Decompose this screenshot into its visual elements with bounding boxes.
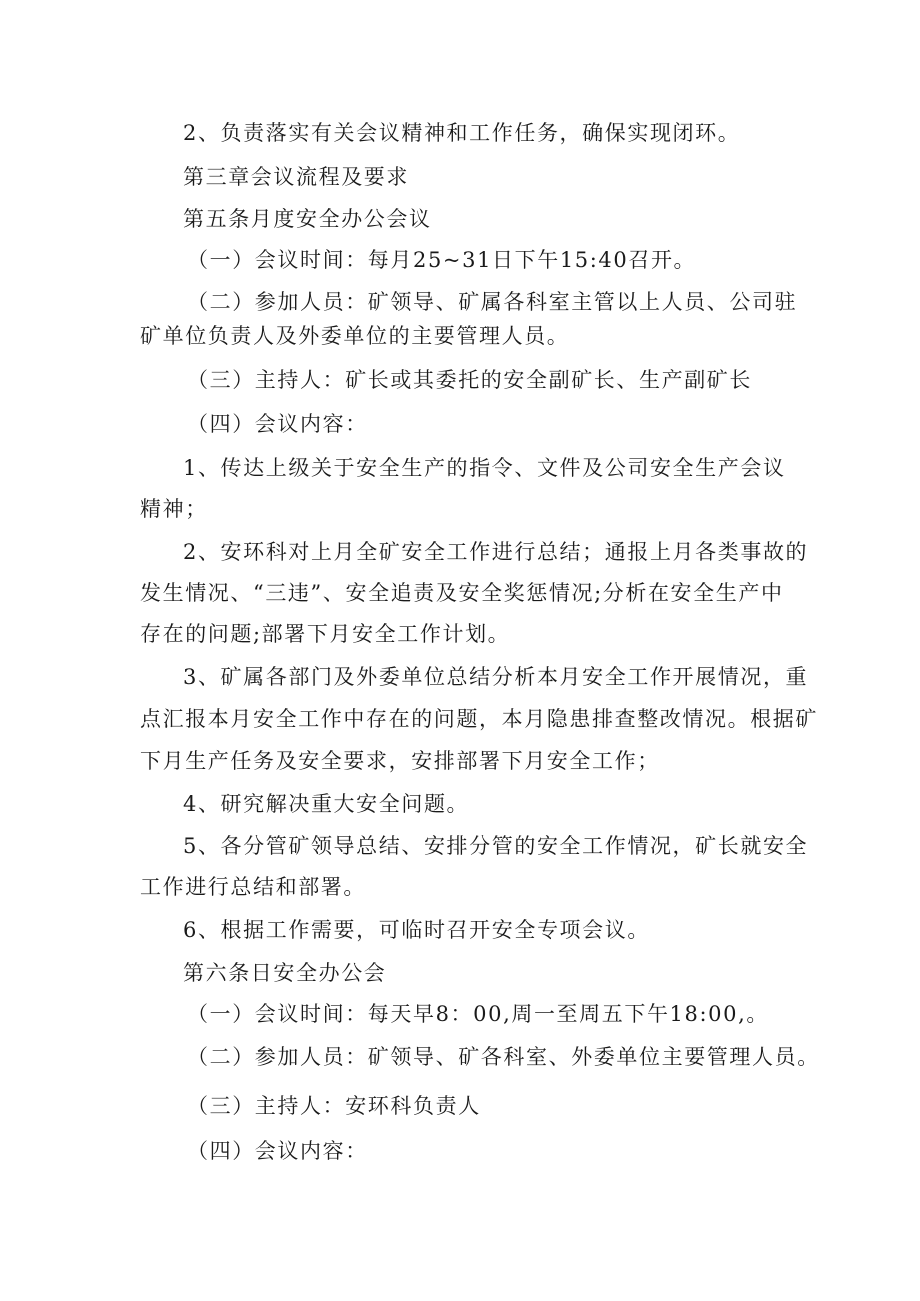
chapter-heading: 第三章会议流程及要求 (183, 165, 409, 189)
paragraph-line: 1、传达上级关于安全生产的指令、文件及公司安全生产会议 (183, 456, 786, 480)
paragraph-line: （三）主持人：矿长或其委托的安全副矿长、生产副矿长 (187, 368, 752, 392)
paragraph-line: （三）主持人：安环科负责人 (187, 1094, 481, 1118)
article-heading: 第六条日安全办公会 (183, 961, 387, 985)
paragraph-line: 点汇报本月安全工作中存在的问题，本月隐患排查整改情况。根据矿 (140, 707, 818, 731)
paragraph-line: 3、矿属各部门及外委单位总结分析本月安全工作开展情况，重 (183, 665, 809, 689)
paragraph-line: 下月生产任务及安全要求，安排部署下月安全工作； (140, 749, 660, 773)
paragraph-line: （四）会议内容： (187, 1139, 368, 1163)
paragraph-line: 发生情况、“三违”、安全追责及安全奖惩情况;分析在安全生产中 (140, 581, 784, 605)
paragraph-line: 4、研究解决重大安全问题。 (183, 792, 470, 816)
paragraph-line: 5、各分管矿领导总结、安排分管的安全工作情况，矿长就安全 (183, 834, 809, 858)
paragraph-line: 工作进行总结和部署。 (140, 875, 366, 899)
paragraph-line: 2、安环科对上月全矿安全工作进行总结；通报上月各类事故的 (183, 540, 809, 564)
paragraph-line: 6、根据工作需要，可临时召开安全专项会议。 (183, 918, 650, 942)
paragraph-line: 存在的问题;部署下月安全工作计划。 (140, 622, 511, 646)
paragraph-line: （四）会议内容： (187, 412, 368, 436)
paragraph-line: 矿单位负责人及外委单位的主要管理人员。 (140, 324, 570, 348)
paragraph-line: 精神； (140, 497, 208, 521)
paragraph-line: （二）参加人员：矿领导、矿属各科室主管以上人员、公司驻 (187, 290, 798, 314)
paragraph-line: （一）会议时间：每月25~31日下午15:40召开。 (187, 248, 697, 272)
paragraph-line: 2、负责落实有关会议精神和工作任务，确保实现闭环。 (183, 121, 741, 145)
paragraph-line: （一）会议时间：每天早8：00,周一至周五下午18:00,。 (187, 1002, 769, 1026)
paragraph-line: （二）参加人员：矿领导、矿各科室、外委单位主要管理人员。 (187, 1045, 820, 1069)
article-heading: 第五条月度安全办公会议 (183, 207, 432, 231)
